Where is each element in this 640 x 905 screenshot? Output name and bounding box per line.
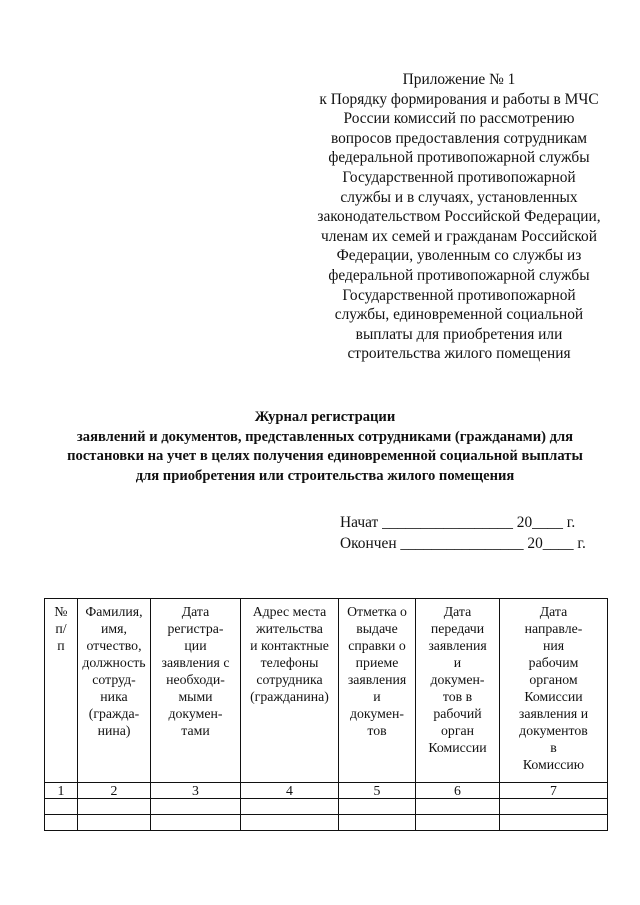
appendix-line: службы и в случаях, установленных bbox=[340, 188, 578, 206]
table-cell bbox=[339, 815, 416, 831]
header-transfer-date: Дата передачи заявления и докумен- тов в рабочий орган Комиссии bbox=[416, 599, 500, 783]
ended-date-line: Окончен ________________ 20____ г. bbox=[340, 535, 586, 552]
table-row bbox=[45, 799, 608, 815]
appendix-line: выплаты для приобретения или bbox=[355, 325, 563, 343]
column-number: 5 bbox=[339, 783, 416, 799]
column-number: 3 bbox=[151, 783, 241, 799]
appendix-line: к Порядку формирования и работы в МЧС bbox=[319, 90, 599, 108]
table-cell bbox=[500, 799, 608, 815]
table-cell bbox=[151, 815, 241, 831]
journal-subtitle-line: постановки на учет в целях получения единовременной социальной выплаты bbox=[67, 448, 583, 464]
appendix-line: службы, единовременной социальной bbox=[334, 306, 584, 324]
appendix-line: федеральной противопожарной службы bbox=[328, 266, 590, 284]
appendix-line: Государственной противопожарной bbox=[342, 286, 576, 304]
column-number: 7 bbox=[500, 783, 608, 799]
table-header-row bbox=[45, 599, 608, 783]
table-cell bbox=[416, 815, 500, 831]
appendix-line: России комиссий по рассмотрению bbox=[343, 110, 575, 128]
header-registration-date: Дата регистра- ции заявления с необходи- мыми докумен- тами bbox=[151, 599, 241, 783]
column-number: 4 bbox=[241, 783, 339, 799]
column-number: 1 bbox=[45, 783, 78, 799]
column-number-row bbox=[45, 783, 608, 799]
column-number: 6 bbox=[416, 783, 500, 799]
appendix-line: строительства жилого помещения bbox=[347, 345, 571, 363]
appendix-line: Государственной противопожарной bbox=[342, 168, 576, 186]
table-cell bbox=[45, 815, 78, 831]
header-commission-date: Дата направле- ния рабочим органом Комиссии заявления и документов в Комиссию bbox=[500, 599, 608, 783]
started-date-line: Начат _________________ 20____ г. bbox=[340, 514, 576, 531]
journal-subtitle-line: для приобретения или строительства жилого помещения bbox=[135, 467, 515, 484]
table-cell bbox=[78, 799, 151, 815]
appendix-line: Федерации, уволенным со службы из bbox=[336, 247, 582, 265]
table-row bbox=[45, 815, 608, 831]
header-number: № п/ п bbox=[45, 599, 78, 783]
table-cell bbox=[151, 799, 241, 815]
table-cell bbox=[416, 799, 500, 815]
table-cell bbox=[241, 799, 339, 815]
registration-table bbox=[44, 598, 608, 831]
journal-dates bbox=[340, 512, 586, 554]
table-cell bbox=[500, 815, 608, 831]
journal-heading bbox=[30, 408, 620, 486]
column-number: 2 bbox=[78, 783, 151, 799]
header-address: Адрес места жительства и контактные телефоны сотрудника (гражданина) bbox=[241, 599, 339, 783]
appendix-line: федеральной противопожарной службы bbox=[328, 149, 590, 167]
appendix-line: законодательством Российской Федерации, bbox=[317, 208, 601, 226]
appendix-line: Приложение № 1 bbox=[402, 71, 516, 88]
journal-subtitle-line: заявлений и документов, представленных сотрудниками (гражданами) для bbox=[76, 428, 574, 445]
appendix-note bbox=[300, 70, 618, 364]
journal-title: Журнал регистрации bbox=[254, 409, 396, 425]
header-receipt-mark: Отметка о выдаче справки о приеме заявления и докумен- тов bbox=[339, 599, 416, 783]
table-cell bbox=[78, 815, 151, 831]
table-cell bbox=[241, 815, 339, 831]
table-cell bbox=[45, 799, 78, 815]
header-full-name: Фамилия, имя, отчество, должность сотруд- ника (гражда- нина) bbox=[78, 599, 151, 783]
appendix-line: вопросов предоставления сотрудникам bbox=[330, 129, 588, 147]
appendix-line: членам их семей и гражданам Российской bbox=[321, 227, 597, 245]
table-cell bbox=[339, 799, 416, 815]
